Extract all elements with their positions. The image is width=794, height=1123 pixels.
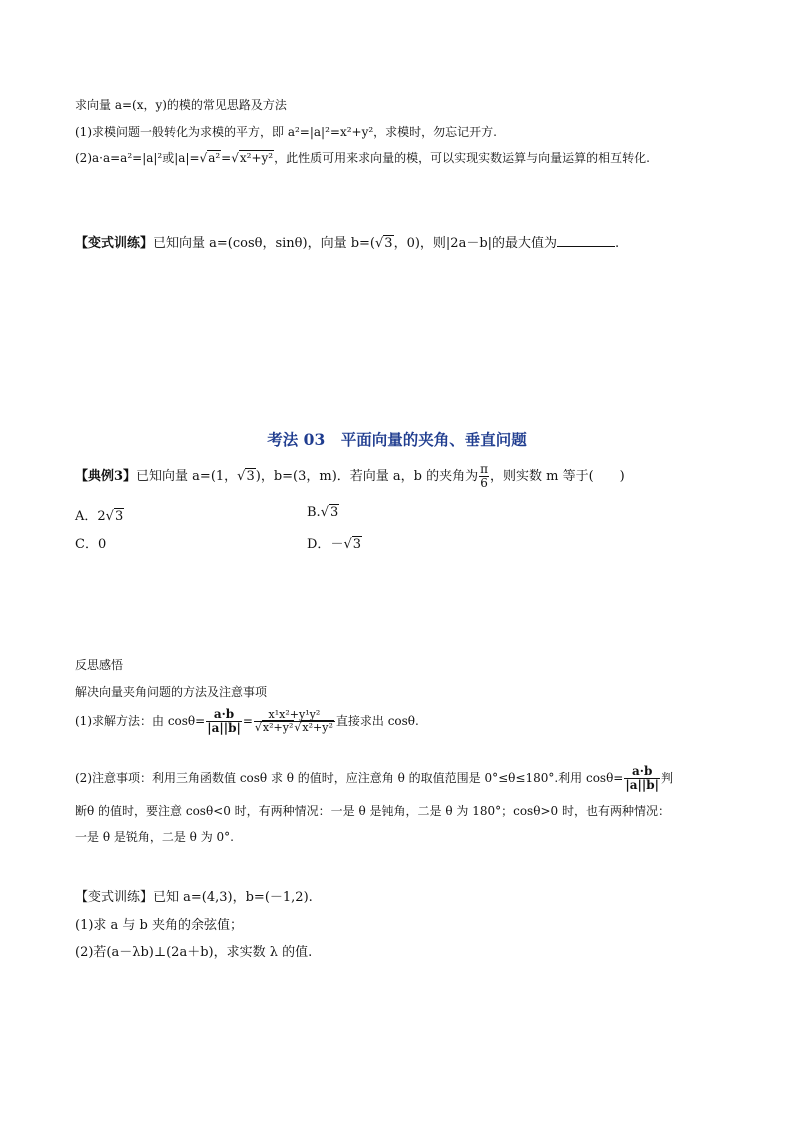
option-letter: D． xyxy=(307,537,331,552)
variant-question-1: (1)求 a 与 b 夹角的余弦值； xyxy=(75,918,244,933)
fraction-denominator: |a||b| xyxy=(207,721,241,736)
fraction-denominator: √x²+y²√x²+y² xyxy=(254,721,333,735)
option-prefix: 2 xyxy=(97,509,106,524)
sec1-para-2-text-b: ，此性质可用来求向量的模，可以实现实数运算与向量运算的相互转化. xyxy=(274,151,650,165)
reflection-para-1-text-a: (1)求解方法：由 cosθ= xyxy=(75,714,206,729)
variant-label: 【变式训练】 xyxy=(75,890,154,905)
sec1-para-2-equals: = xyxy=(221,151,232,165)
sec1-heading: 求向量 a=(x，y)的模的常见思路及方法 xyxy=(75,98,287,112)
option-radicand: 3 xyxy=(114,509,124,524)
option-letter: B. xyxy=(307,505,321,520)
angle-fraction xyxy=(479,463,489,490)
equals-sign: = xyxy=(242,714,253,729)
option-b[interactable]: B.√3 xyxy=(307,505,339,520)
option-d[interactable]: D．－√3 xyxy=(307,537,362,552)
reflection-para-2-text-a: (2)注意事项：利用三角函数值 cosθ 求 θ 的值时，应注意角 θ 的取值范围是 0°≤θ≤180°.利用 cosθ= xyxy=(75,771,624,786)
variant-question-2: (2)若(a－λb)⊥(2a＋b)，求实数 λ 的值. xyxy=(75,945,313,960)
fraction-numerator: a·b xyxy=(624,765,660,779)
variant-text-b: ，0)，则|2a－b|的最大值为 xyxy=(393,236,558,251)
answer-blank[interactable] xyxy=(557,235,615,247)
variant-end: . xyxy=(615,236,620,251)
reflection-para-2-text-b: 判 xyxy=(661,771,674,786)
sec1-para-2-text-a: (2)a·a=a²=|a|²或|a|= xyxy=(75,151,200,165)
reflection-para-1-text-b: 直接求出 cosθ. xyxy=(335,714,419,729)
reflection-para-2-line-1 xyxy=(75,765,673,792)
option-a[interactable]: A．2√3 xyxy=(75,509,124,524)
sec1-para-2-radicand-2: x²+y² xyxy=(239,151,274,165)
sec1-para-2-radicand-1: a² xyxy=(208,151,221,165)
reflection-para-2-line-2: 断θ 的值时，要注意 cosθ<0 时，有两种情况：一是 θ 是钝角，二是 θ 为 180°；cosθ>0 时，也有两种情况： xyxy=(75,804,670,818)
option-letter: C． xyxy=(75,537,98,552)
option-letter: A． xyxy=(75,509,98,524)
reflection-label: 反思感悟 xyxy=(75,658,124,672)
reflection-para-1 xyxy=(75,708,419,735)
example-text-c: ，则实数 m 等于( ) xyxy=(490,469,625,485)
variant-label: 【变式训练】 xyxy=(75,236,154,251)
example-3: 【典例3】已知向量 a=(1，√3)，b=(3，m)．若向量 a，b 的夹角为 $\frac{\pi}{6}$ ，则实数 m 等于( ) xyxy=(75,462,625,491)
example-label: 【典例3】 xyxy=(75,469,137,485)
option-value: 0 xyxy=(97,537,107,552)
variant-training-1: 【变式训练】已知向量 a=(cosθ，sinθ)，向量 b=(√3，0)，则|2a－b|的最大值为 . xyxy=(75,236,620,251)
fraction-denominator: 6 xyxy=(480,476,488,491)
fraction-numerator: π xyxy=(480,462,489,476)
option-prefix: － xyxy=(330,537,344,552)
fraction-numerator: x¹x²+y¹y² xyxy=(254,709,335,722)
variant-text-a: 已知向量 a=(cosθ，sinθ)，向量 b=( xyxy=(153,236,375,251)
sec1-para-1: (1)求模问题一般转化为求模的平方，即 a²=|a|²=x²+y²，求模时，勿忘记开方. xyxy=(75,125,497,139)
cos-fraction-2 xyxy=(254,709,335,734)
option-radicand: 3 xyxy=(352,537,362,552)
example-text-b: )，b=(3，m)．若向量 a，b 的夹角为 xyxy=(255,469,479,485)
option-c[interactable] xyxy=(75,533,106,552)
reflection-para-2-line-3: 一是 θ 是锐角，二是 θ 为 0°. xyxy=(75,830,234,844)
variant-text: 已知 a=(4,3)，b=(－1,2). xyxy=(153,890,313,905)
fraction-denominator: |a||b| xyxy=(625,778,660,793)
variant-radicand: 3 xyxy=(384,236,393,251)
variant-training-2 xyxy=(75,886,313,905)
denominator-radicand-1: x²+y² xyxy=(262,721,294,735)
section-title: 考法 03 平面向量的夹角、垂直问题 xyxy=(267,430,527,449)
denominator-radicand-2: x²+y² xyxy=(302,721,333,735)
fraction-numerator: a·b xyxy=(206,708,242,722)
option-radicand: 3 xyxy=(329,505,339,520)
sec1-para-2: (2)a·a=a²=|a|²或|a|=√a²=√x²+y²，此性质可用来求向量的模，可以实现实数运算与向量运算的相互转化. xyxy=(75,151,650,165)
cos-fraction-3 xyxy=(624,765,660,792)
example-text-a: 已知向量 a=(1， xyxy=(136,469,238,485)
example-radicand: 3 xyxy=(246,469,255,485)
reflection-heading: 解决向量夹角问题的方法及注意事项 xyxy=(75,685,268,699)
cos-fraction-1 xyxy=(206,708,242,735)
